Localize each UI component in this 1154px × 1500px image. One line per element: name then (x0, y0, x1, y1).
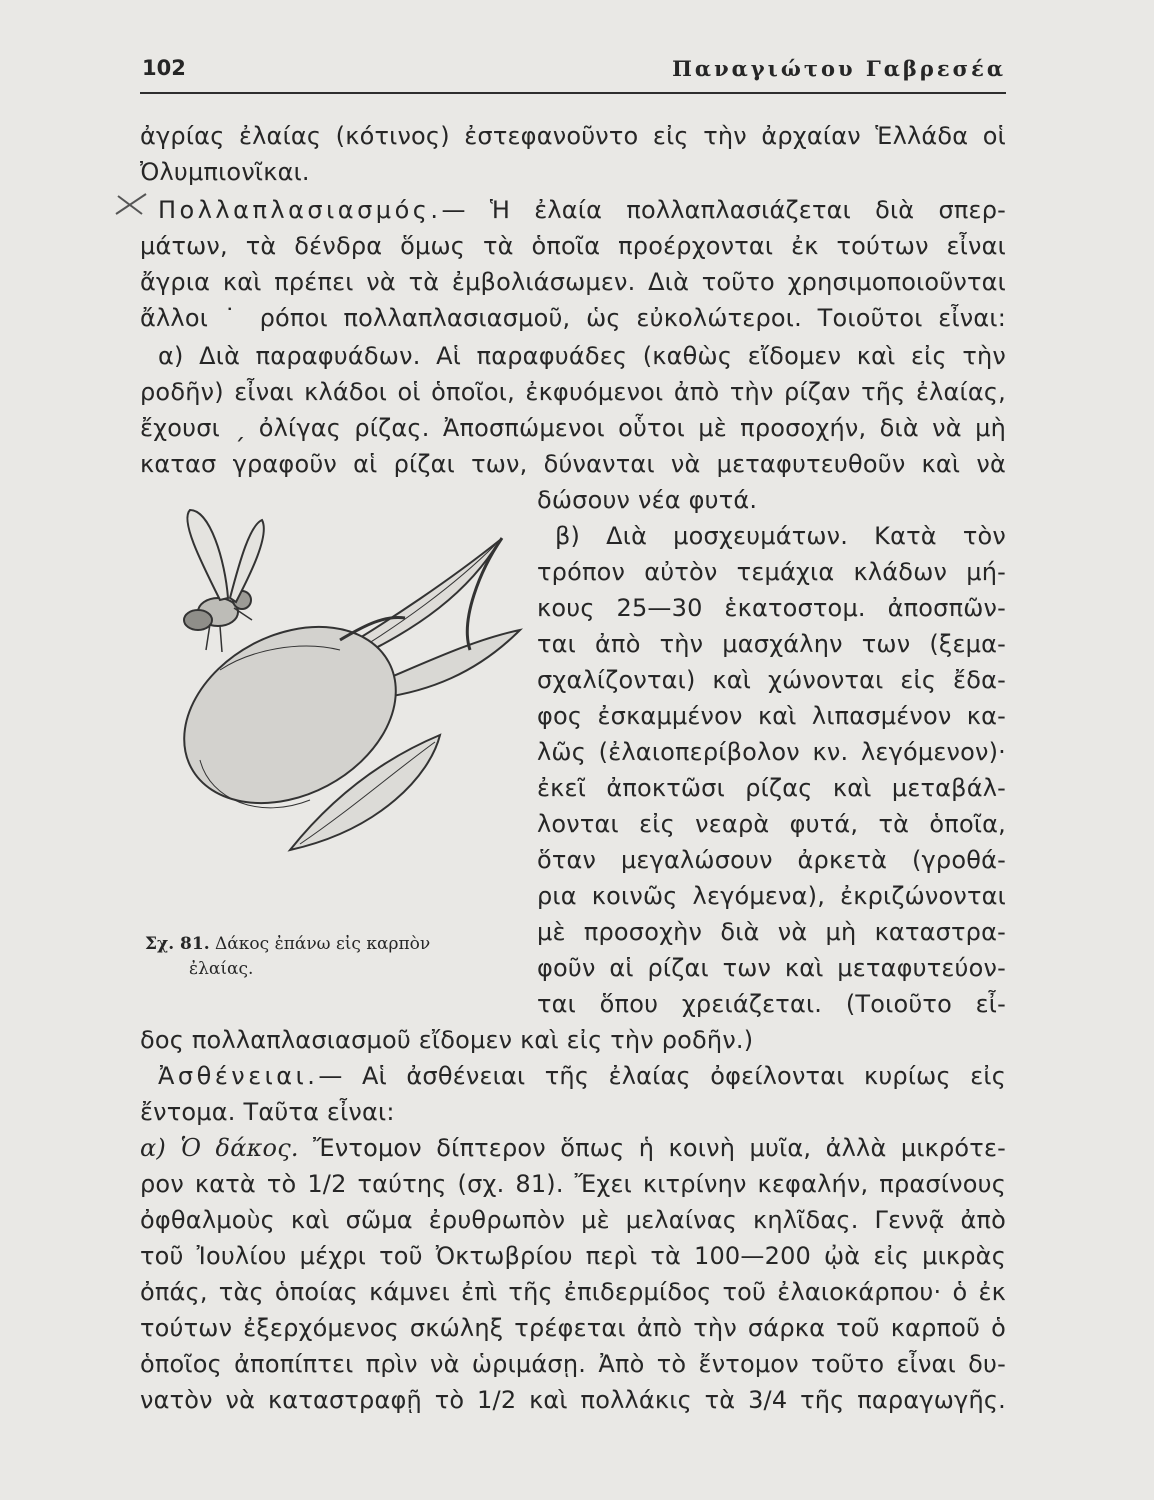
text-line: ται ἀπὸ τὴν μασχάλην των (ξεμα- (537, 630, 1006, 658)
text-line: κους 25—30 ἑκατοστομ. ἀποσπῶν- (537, 594, 1006, 622)
text-line: τούτων ἐξερχόμενος σκώληξ τρέφεται ἀπὸ τὴν σάρκα τοῦ καρποῦ ὁ (140, 1314, 1006, 1342)
text-line: φοῦν αἱ ρίζαι των καὶ μεταφυτεύον- (537, 954, 1006, 982)
text-line: ὀφθαλμοὺς καὶ σῶμα ἐρυθρωπὸν μὲ μελαίνας κηλῖδας. Γεννᾷ ἀπὸ (140, 1206, 1006, 1234)
page-number: 102 (142, 56, 186, 80)
section-heading: Ἀσθένειαι. (158, 1062, 319, 1090)
section-heading-line (140, 194, 1006, 226)
text-line: φος ἐσκαμμένον καὶ λιπασμένον κα- (537, 702, 1006, 730)
running-head: Παναγιώτου Γαβρεσέα (672, 56, 1006, 81)
text-line: — Ἡ ἐλαία πολλαπλασιάζεται διὰ σπερ- (441, 196, 1006, 224)
text-line: ὅταν μεγαλώσουν ἀρκετὰ (γροθά- (537, 846, 1006, 874)
text-line: ροδῆν) εἶναι κλάδοι οἱ ὁποῖοι, ἐκφυόμενοι ἀπὸ τὴν ρίζαν τῆς ἐλαίας, (140, 378, 1006, 406)
fly-wing (230, 520, 264, 602)
subsection-heading: α) Ὁ δάκος. (140, 1134, 299, 1162)
text-line: τρόπον αὐτὸν τεμάχια κλάδων μή- (537, 558, 1006, 586)
text-line: λῶς (ἐλαιοπερίβολον κν. λεγόμενον)· (537, 738, 1006, 766)
text-line: λονται εἰς νεαρὰ φυτά, τὰ ὁποῖα, (537, 810, 1006, 838)
text-line: κατασ γραφοῦν αἱ ρίζαι των, δύνανται νὰ μεταφυτευθοῦν καὶ νὰ (140, 450, 1006, 478)
text-line: ἔντομα. Ταῦτα εἶναι: (140, 1098, 395, 1126)
text-line: νατὸν νὰ καταστραφῇ τὸ 1/2 καὶ πολλάκις τὰ 3/4 τῆς παραγωγῆς. (140, 1386, 1006, 1414)
caption-text: Δάκος ἐπάνω εἰς καρπὸν (215, 934, 431, 954)
text-line: ἄλλοι ˙ ρόποι πολλαπλασιασμοῦ, ὡς εὐκολώτεροι. Τοιοῦτοι εἶναι: (140, 304, 1006, 332)
page-header (140, 56, 1006, 90)
text-line: ὁποῖος ἀποπίπτει πρὶν νὰ ὡριμάσῃ. Ἀπὸ τὸ ἔντομον τοῦτο εἶναι δυ- (140, 1350, 1006, 1378)
text-line: α) Διὰ παραφυάδων. Αἱ παραφυάδες (καθὼς εἴδομεν καὶ εἰς τὴν (158, 342, 1006, 370)
text-line: τοῦ Ἰουλίου μέχρι τοῦ Ὀκτωβρίου περὶ τὰ 100—200 ᾠὰ εἰς μικρὰς (140, 1242, 1006, 1270)
text-line: ἀγρίας ἐλαίας (κότινος) ἐστεφανοῦντο εἰς τὴν ἀρχαίαν Ἑλλάδα οἱ (140, 122, 1006, 150)
text-line: Ἔντομον δίπτερον ὅπως ἡ κοινὴ μυῖα, ἀλλὰ μικρότε- (298, 1134, 1006, 1162)
header-rule (140, 92, 1006, 94)
text-line: β) Διὰ μοσχευμάτων. Κατὰ τὸν (555, 522, 1006, 550)
text-line: ται ὅπου χρειάζεται. (Τοιοῦτο εἶ- (537, 990, 1006, 1018)
text-line: δώσουν νέα φυτά. (537, 486, 758, 514)
text-line: ἄγρια καὶ πρέπει νὰ τὰ ἐμβολιάσωμεν. Διὰ τοῦτο χρησιμοποιοῦνται (140, 268, 1006, 296)
caption-text: ἐλαίας. (189, 959, 254, 979)
figure-label: Σχ. 81. (145, 934, 210, 954)
section-heading: Πολλαπλασιασμός. (158, 196, 442, 224)
text-line: ἔχουσι ˏ ὀλίγας ρίζας. Ἀποσπώμενοι οὗτοι μὲ προσοχήν, διὰ νὰ μὴ (140, 414, 1006, 442)
text-line: ὀπάς, τὰς ὁποίας κάμνει ἐπὶ τῆς ἐπιδερμίδος τοῦ ἐλαιοκάρπου· ὁ ἐκ (140, 1278, 1006, 1306)
text-line: — Αἱ ἀσθένειαι τῆς ἐλαίας ὀφείλονται κυρίως εἰς (318, 1062, 1006, 1090)
text-line: ρον κατὰ τὸ 1/2 ταύτης (σχ. 81). Ἔχει κιτρίνην κεφαλήν, πρασίνους (140, 1170, 1006, 1198)
text-line: μὲ προσοχὴν διὰ νὰ μὴ καταστρα- (537, 918, 1006, 946)
subsection-line (140, 1132, 1006, 1164)
text-line: σχαλίζονται) καὶ χώνονται εἰς ἔδα- (537, 666, 1006, 694)
text-line: μάτων, τὰ δένδρα ὅμως τὰ ὁποῖα προέρχονται ἐκ τούτων εἶναι (140, 232, 1006, 260)
fly-wing (187, 510, 228, 600)
section-heading-line (140, 1060, 1006, 1092)
text-line: ἐκεῖ ἀποκτῶσι ρίζας καὶ μεταβάλ- (537, 774, 1006, 802)
figure-caption (145, 932, 430, 982)
text-line: Ὀλυμπιονῖκαι. (140, 158, 310, 186)
olive-fly-illustration (140, 500, 535, 920)
text-line: δος πολλαπλασιασμοῦ εἴδομεν καὶ εἰς τὴν ροδῆν.) (140, 1026, 754, 1054)
text-line: ρια κοινῶς λεγόμενα), ἐκριζώνονται (537, 882, 1006, 910)
